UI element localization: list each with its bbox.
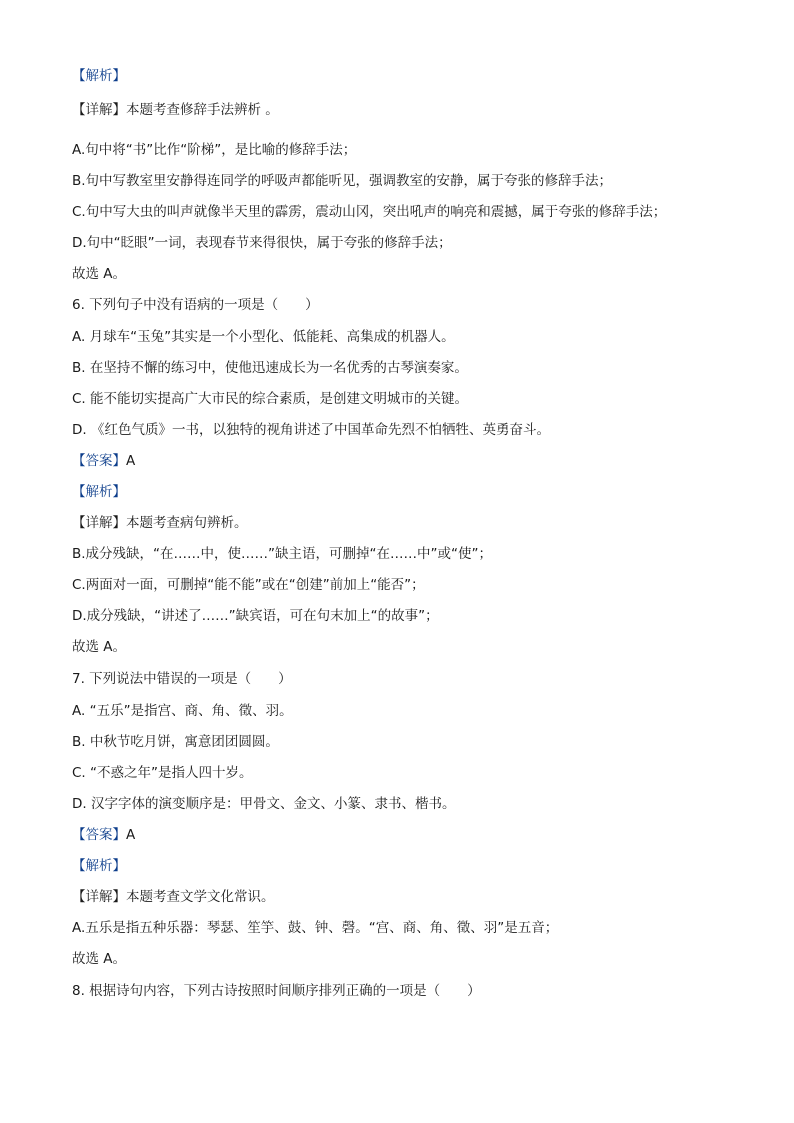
explanation-line: A.句中将“书”比作“阶梯”，是比喻的修辞手法； [72, 142, 357, 158]
option-a: A. “五乐”是指宫、商、角、徵、羽。 [72, 703, 293, 719]
analysis-label: 【解析】 [72, 68, 126, 84]
answer-value: A [126, 453, 136, 469]
explanation-line: B.成分残缺，“在……中，使……”缺主语，可删掉“在……中”或“使”； [72, 546, 493, 562]
explanation-line: B.句中写教室里安静得连同学的呼吸声都能听见，强调教室的安静，属于夸张的修辞手法； [72, 173, 613, 189]
explanation-line: D.成分残缺，“讲述了……”缺宾语，可在句末加上“的故事”； [72, 608, 439, 624]
option-b: B. 中秋节吃月饼，寓意团团圆圆。 [72, 734, 279, 750]
answer-line [72, 452, 732, 470]
detail-line: 【详解】本题考查文学文化常识。 [72, 889, 275, 905]
detail-line: 【详解】本题考查病句辨析。 [72, 515, 248, 531]
analysis-label: 【解析】 [72, 484, 126, 500]
detail-line: 【详解】本题考查修辞手法辨析 。 [72, 102, 279, 118]
conclusion-line: 故选 A。 [72, 951, 127, 967]
explanation-line: D.句中“眨眼”一词，表现春节来得很快，属于夸张的修辞手法； [72, 235, 452, 251]
explanation-line: C.句中写大虫的叫声就像半天里的霹雳，震动山冈，突出吼声的响亮和震撼，属于夸张的修辞手法； [72, 204, 667, 220]
explanation-line: A.五乐是指五种乐器：琴瑟、笙竽、鼓、钟、磬。“宫、商、角、徵、羽”是五音； [72, 920, 559, 936]
question-6: 6. 下列句子中没有语病的一项是（ ） [72, 297, 319, 313]
option-a: A. 月球车“玉兔”其实是一个小型化、低能耗、高集成的机器人。 [72, 329, 455, 345]
option-d: D. 汉字字体的演变顺序是：甲骨文、金文、小篆、隶书、楷书。 [72, 796, 456, 812]
option-d: D. 《红色气质》一书，以独特的视角讲述了中国革命先烈不怕牺牲、英勇奋斗。 [72, 422, 550, 438]
answer-label: 【答案】 [72, 453, 126, 469]
answer-value: A [126, 827, 136, 843]
explanation-line: C.两面对一面，可删掉“能不能”或在“创建”前加上“能否”； [72, 577, 425, 593]
question-7: 7. 下列说法中错误的一项是（ ） [72, 671, 292, 687]
analysis-label: 【解析】 [72, 858, 126, 874]
answer-label: 【答案】 [72, 827, 126, 843]
option-c: C. 能不能切实提高广大市民的综合素质，是创建文明城市的关键。 [72, 391, 469, 407]
option-c: C. “不惑之年”是指人四十岁。 [72, 765, 253, 781]
conclusion-line: 故选 A。 [72, 266, 127, 282]
answer-line [72, 826, 732, 844]
conclusion-line: 故选 A。 [72, 639, 127, 655]
question-8: 8. 根据诗句内容，下列古诗按照时间顺序排列正确的一项是（ ） [72, 983, 481, 999]
option-b: B. 在坚持不懈的练习中，使他迅速成长为一名优秀的古琴演奏家。 [72, 360, 468, 376]
